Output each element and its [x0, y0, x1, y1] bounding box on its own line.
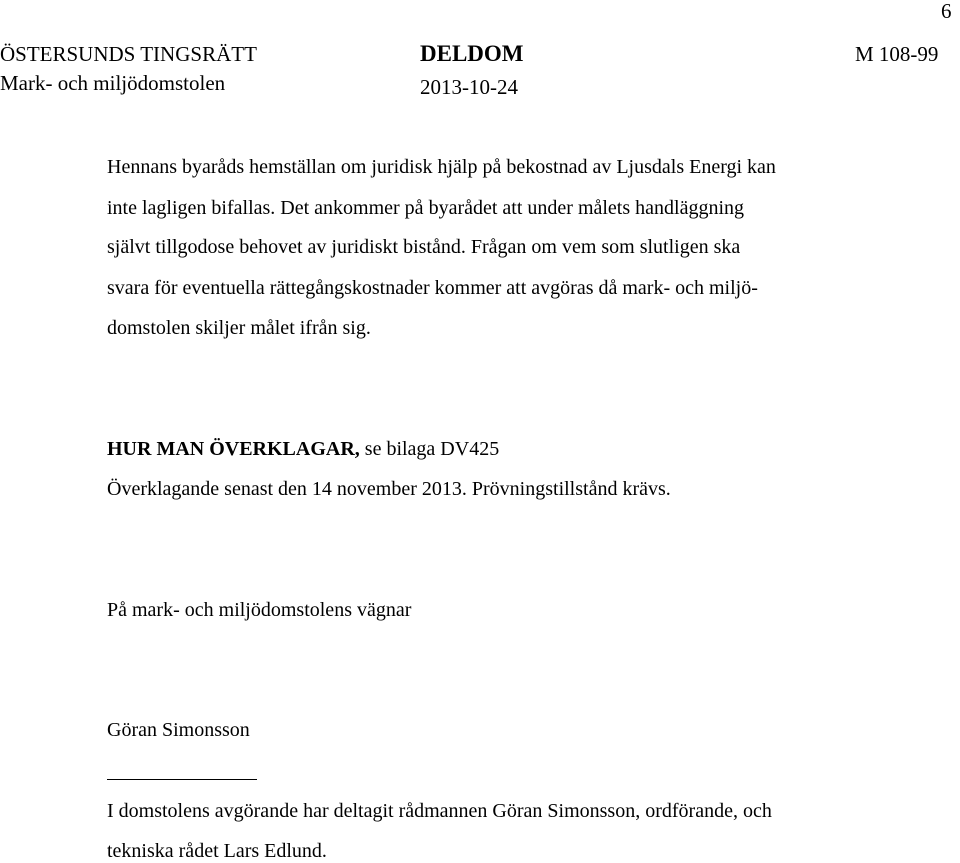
court-name: ÖSTERSUNDS TINGSRÄTT — [0, 42, 257, 66]
paragraph-line: svara för eventuella rättegångskostnader kommer att avgöras då mark- och miljö- — [107, 277, 758, 299]
document-type: DELDOM — [420, 41, 524, 66]
case-number: M 108-99 — [855, 42, 939, 66]
document-date: 2013-10-24 — [420, 75, 518, 99]
appeal-heading: HUR MAN ÖVERKLAGAR, — [107, 438, 360, 460]
footer-line: I domstolens avgörande har deltagit rådmannen Göran Simonsson, ordförande, och — [107, 800, 772, 822]
paragraph-line: domstolen skiljer målet ifrån sig. — [107, 317, 371, 339]
signature-rule — [107, 779, 257, 780]
footer-line: tekniska rådet Lars Edlund. — [107, 840, 327, 862]
appeal-deadline: Överklagande senast den 14 november 2013. Prövningstillstånd krävs. — [107, 478, 671, 500]
signatory-name: Göran Simonsson — [107, 719, 250, 741]
on-behalf-line: På mark- och miljödomstolens vägnar — [107, 599, 412, 621]
paragraph-line: inte lagligen bifallas. Det ankommer på byarådet att under målets handläggning — [107, 197, 745, 219]
paragraph-line: självt tillgodose behovet av juridiskt bistånd. Frågan om vem som slutligen ska — [107, 236, 741, 258]
paragraph-line: Hennans byaråds hemställan om juridisk hjälp på bekostnad av Ljusdals Energi kan — [107, 156, 776, 178]
appeal-instructions — [107, 437, 499, 461]
page-number: 6 — [941, 0, 952, 23]
appeal-reference: se bilaga DV425 — [359, 438, 500, 460]
court-division: Mark- och miljödomstolen — [0, 71, 226, 95]
